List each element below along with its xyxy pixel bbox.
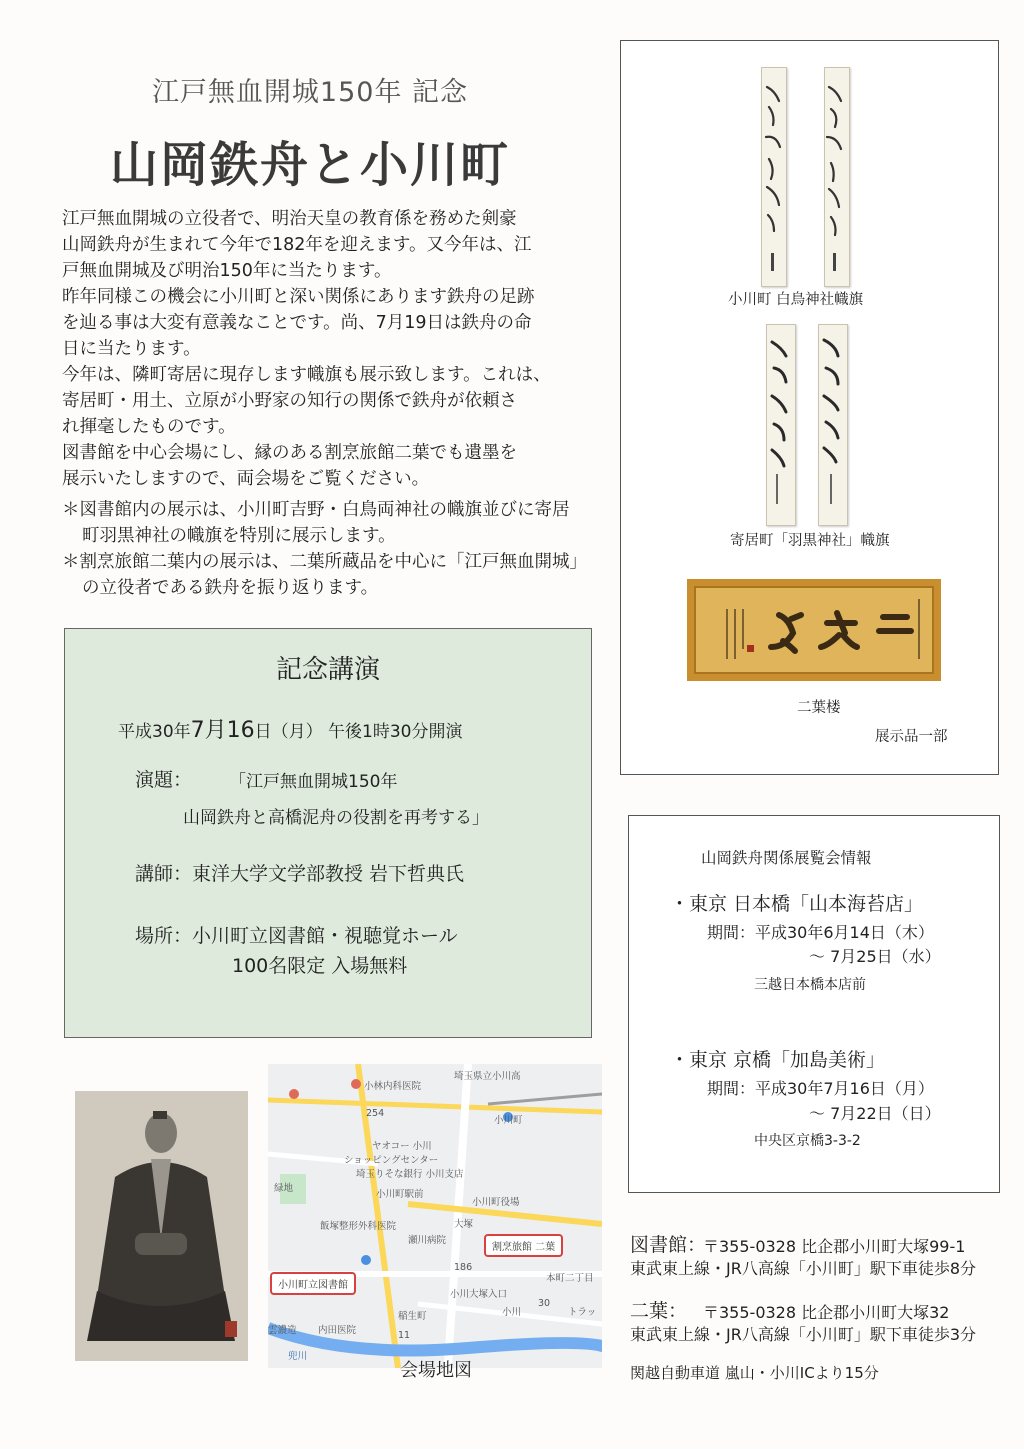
info-tokyo1-place: 三越日本橋本店前 — [754, 977, 866, 993]
lecture-date-day: 7月16 — [190, 718, 255, 743]
lecture-speaker: 講師：東洋大学文学部教授 岩下哲典氏 — [135, 863, 465, 885]
map-label-otsuka-iriguchi: 小川大塚入口 — [450, 1289, 508, 1300]
exhibit-notes — [62, 497, 582, 601]
futaba-address: 〒355-0328 比企郡小川町大塚32 — [703, 1303, 950, 1322]
futaba-label: 二葉： — [630, 1300, 688, 1322]
caption-futaba-ro: 二葉楼 — [797, 700, 841, 716]
map-label-river: 兜川 — [288, 1351, 308, 1362]
portrait-illustration — [75, 1091, 248, 1361]
info-tokyo1-title: ・東京 日本橋「山本海苔店」 — [670, 893, 924, 915]
intro-line: 日に当たります。 — [62, 339, 201, 359]
map-label-ogawa: 小川 — [502, 1307, 522, 1318]
map-route-30: 30 — [538, 1298, 551, 1309]
caption-haguro: 寄居町「羽黒神社」幟旗 — [730, 533, 890, 549]
info-tokyo2-period-end: ～ 7月22日（日） — [809, 1104, 941, 1123]
map-label-hospital: 瀬川病院 — [408, 1235, 447, 1246]
library-access: 東武東上線・JR八高線「小川町」駅下車徒歩8分 — [630, 1259, 977, 1278]
map-label-super1: ヤオコー 小川 — [372, 1141, 432, 1152]
map-label-bank: 埼玉りそな銀行 小川支店 — [356, 1169, 464, 1180]
lecture-date-prefix: 平成30年 — [118, 722, 191, 742]
lecture-topic-label: 演題： — [135, 769, 193, 791]
map-label-honmachi: 本町二丁目 — [546, 1273, 594, 1284]
caption-shiratori: 小川町 白鳥神社幟旗 — [728, 292, 864, 308]
map-marker-futaba: 割烹旅館 二葉 — [484, 1234, 563, 1257]
note-library: ＊図書館内の展示は、小川町吉野・白鳥両神社の幟旗並びに寄居町羽黒神社の幟旗を特別に展示します。 — [62, 500, 570, 546]
exhibition-info-box — [628, 815, 1000, 1193]
intro-line: 寄居町・用土、立原が小野家の知行の関係で鉄舟が依頼さ — [62, 391, 517, 411]
page-title: 山岡鉄舟と小川町 — [109, 137, 510, 193]
info-tokyo2-title: ・東京 京橋「加島美術」 — [670, 1049, 886, 1071]
lecture-capacity: 100名限定 入場無料 — [232, 955, 408, 977]
highway-access: 関越自動車道 嵐山・小川ICより15分 — [630, 1364, 879, 1382]
exhibit-photos-box — [620, 40, 999, 775]
lecture-box — [64, 628, 592, 1038]
tesshu-portrait — [75, 1091, 248, 1361]
haguro-banner-calligraphy — [766, 324, 848, 524]
intro-line: を辿る事は大変有意義なことです。尚、7月19日は鉄舟の命 — [62, 313, 532, 333]
caption-exhibit-note: 展示品一部 — [875, 729, 948, 745]
intro-line: 戸無血開城及び明治150年に当たります。 — [62, 261, 392, 281]
map-label-clinic2: 飯塚整形外科医院 — [320, 1221, 397, 1232]
intro-line: 今年は、隣町寄居に現存します幟旗も展示致します。これは、 — [62, 365, 551, 385]
lecture-topic-line2: 山岡鉄舟と高橋泥舟の役割を再考する」 — [183, 808, 489, 828]
note-futaba: ＊割烹旅館二葉内の展示は、二葉所蔵品を中心に「江戸無血開城」の立役者である鉄舟を振り返ります。 — [62, 552, 579, 598]
info-tokyo1-period-end: ～ 7月25日（水） — [809, 947, 941, 966]
library-label: 図書館： — [630, 1234, 707, 1256]
intro-text — [62, 206, 582, 492]
futaba-plaque-image — [687, 579, 941, 681]
info-tokyo2-place: 中央区京橋3-3-2 — [754, 1133, 861, 1149]
map-route-254: 254 — [366, 1108, 385, 1119]
intro-line: 昨年同様この機会に小川町と深い関係にあります鉄舟の足跡 — [62, 287, 535, 307]
lecture-heading: 記念講演 — [275, 655, 380, 685]
futaba-access: 東武東上線・JR八高線「小川町」駅下車徒歩3分 — [630, 1325, 977, 1344]
map-label-super2: ショッピングセンター — [344, 1155, 439, 1166]
map-label-ryokuchi: 緑地 — [274, 1183, 294, 1194]
intro-line: 江戸無血開城の立役者で、明治天皇の教育係を務めた剣豪 — [62, 209, 517, 229]
map-route-11: 11 — [398, 1330, 411, 1341]
map-label-uchida: 内田医院 — [318, 1325, 357, 1336]
map-route-186: 186 — [454, 1262, 473, 1273]
library-address: 〒355-0328 比企郡小川町大塚99-1 — [703, 1237, 966, 1256]
intro-line: れ揮毫したものです。 — [62, 417, 236, 437]
map-label-school: 埼玉県立小川高 — [454, 1071, 521, 1082]
map-label-townhall-mark: 小川町駅前 — [376, 1189, 424, 1200]
venue-map — [268, 1064, 602, 1368]
intro-line: 図書館を中心会場にし、縁のある割烹旅館二葉でも遺墨を — [62, 443, 517, 463]
lecture-venue: 場所：小川町立図書館・視聴覚ホール — [135, 925, 458, 947]
map-label-townhall: 小川町役場 — [472, 1197, 520, 1208]
map-label-torch: トラッ — [568, 1307, 597, 1318]
intro-line: 山岡鉄舟が生まれて今年で182年を迎えます。又今年は、江 — [62, 235, 532, 255]
map-label-shinkoji: 雲濃造 — [268, 1325, 297, 1336]
map-label-otsuka: 大塚 — [454, 1219, 474, 1230]
lecture-topic-line1: 「江戸無血開城150年 — [229, 772, 398, 792]
map-label-chikasubu: 稲生町 — [398, 1311, 427, 1322]
lecture-date-suffix: 日（月） 午後1時30分開演 — [254, 722, 463, 742]
shiratori-banner-calligraphy — [761, 67, 851, 285]
info-heading: 山岡鉄舟関係展覧会情報 — [701, 849, 872, 867]
intro-line: 展示いたしますので、両会場をご覧ください。 — [62, 469, 430, 489]
event-subtitle: 江戸無血開城150年 記念 — [151, 77, 469, 108]
lecture-date — [118, 713, 463, 744]
info-tokyo1-period: 期間：平成30年6月14日（木） — [707, 923, 934, 942]
map-label-station: 小川町 — [494, 1115, 523, 1126]
info-tokyo2-period: 期間：平成30年7月16日（月） — [707, 1079, 934, 1098]
map-caption: 会場地図 — [400, 1360, 472, 1381]
map-marker-library: 小川町立図書館 — [270, 1272, 356, 1295]
map-label-clinic1: 小林内科医院 — [364, 1081, 422, 1092]
